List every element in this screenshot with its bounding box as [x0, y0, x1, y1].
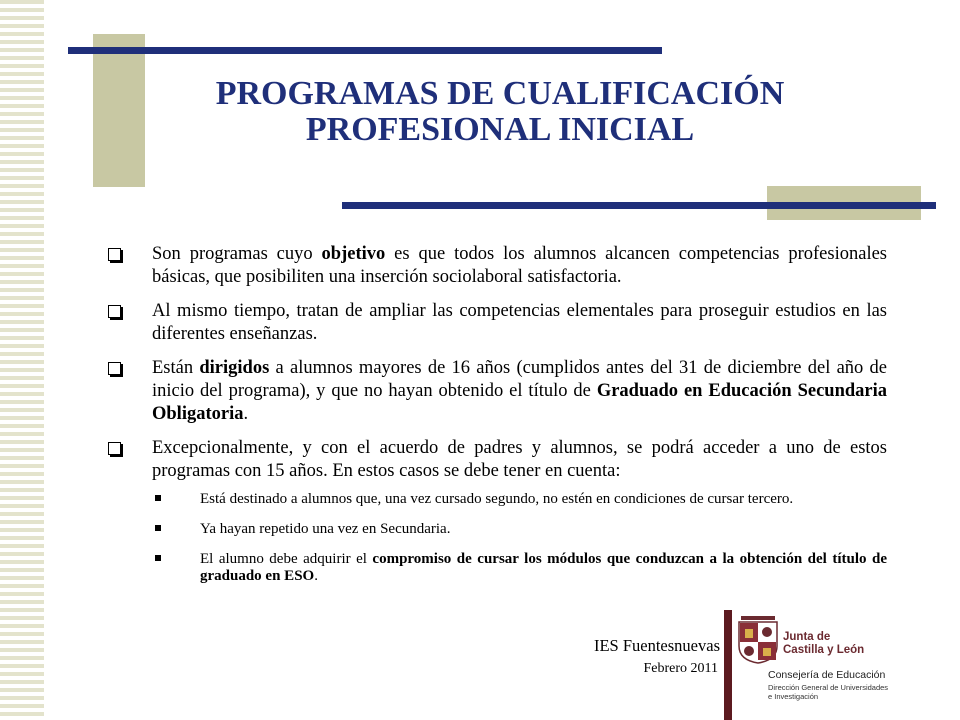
title-line-1: PROGRAMAS DE CUALIFICACIÓN — [215, 75, 785, 112]
subbullet-repetido: Ya hayan repetido una vez en Secundaria. — [105, 521, 887, 538]
small-square-icon — [155, 525, 161, 531]
consejeria-label: Consejería de Educación — [768, 669, 886, 681]
left-accent-block — [93, 34, 145, 187]
slide-title — [150, 76, 850, 148]
checkbox-square-icon — [108, 248, 121, 261]
school-name: IES Fuentesnuevas — [593, 636, 720, 655]
bottom-title-rule — [342, 202, 936, 209]
small-square-icon — [155, 555, 161, 561]
checkbox-square-icon — [108, 442, 121, 455]
junta-name: Junta de Castilla y León — [783, 631, 865, 656]
bullet-dirigidos: Están dirigidos a alumnos mayores de 16 años (cumplidos antes del 31 de diciembre del año de inicio del programa), y que no hayan obtenido el título de Graduado en Educación Secundaria Obligatoria. — [105, 357, 887, 426]
direccion-general-label: Dirección General de Universidades e Investigación — [768, 683, 889, 701]
slide-content — [105, 243, 887, 598]
left-stripe-decoration — [0, 0, 44, 720]
subbullet-compromiso: El alumno debe adquirir el compromiso de cursar los módulos que conduzcan a la obtención del título de graduado en ESO. — [105, 551, 887, 585]
bullet-excepcionalmente: Excepcionalmente, y con el acuerdo de padres y alumnos, se podrá acceder a uno de estos programas con 15 años. En estos casos se debe tener en cuenta: — [105, 437, 887, 483]
checkbox-square-icon — [108, 362, 121, 375]
top-title-rule — [68, 47, 662, 54]
footer-divider-bar — [724, 610, 732, 720]
coat-of-arms-icon — [737, 616, 779, 664]
bullet-objetivo: Son programas cuyo objetivo es que todos los alumnos alcancen competencias profesionales básicas, que posibiliten una inserción sociolaboral satisfactoria. — [105, 243, 887, 289]
checkbox-square-icon — [108, 305, 121, 318]
bullet-ampliar: Al mismo tiempo, tratan de ampliar las competencias elementales para proseguir estudios en las diferentes enseñanzas. — [105, 300, 887, 346]
subbullet-destinado: Está destinado a alumnos que, una vez cursado segundo, no estén en condiciones de cursar tercero. — [105, 491, 887, 508]
small-square-icon — [155, 495, 161, 501]
title-line-2: PROFESIONAL INICIAL — [305, 111, 695, 148]
presentation-date: Febrero 2011 — [643, 661, 718, 676]
